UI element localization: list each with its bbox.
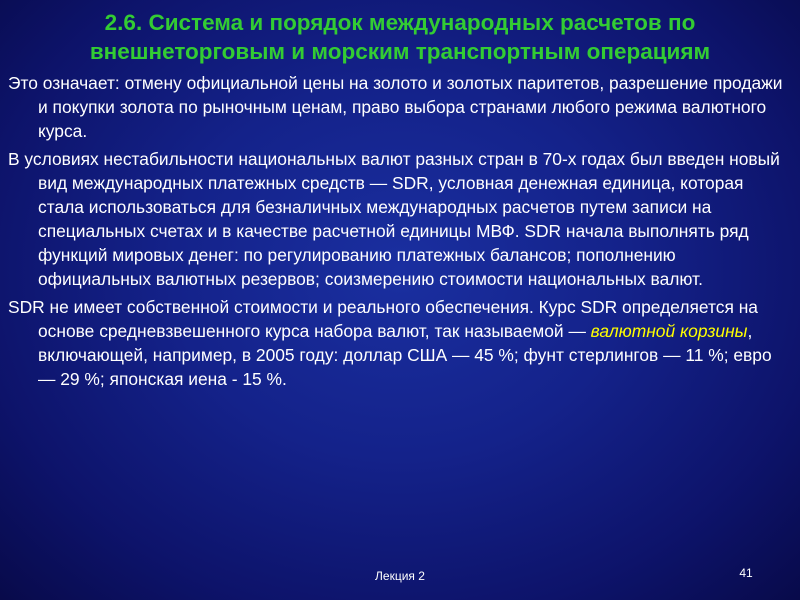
slide-title-line-1: 2.6. Система и порядок международных расчетов по [104, 10, 696, 35]
paragraph-sdr-basket-end: , включающей, например, в 2005 году: доллар США — 45 %; фунт стерлингов — 11 %; евро — 29 %; японская иена - 15 %. [38, 321, 772, 389]
page-number: 41 [739, 566, 753, 580]
footer-lecture-label: Лекция 2 [375, 569, 425, 583]
slide-title [20, 8, 780, 66]
slide-title-line-2: внешнеторговым и морским транспортным операциям [89, 39, 711, 64]
paragraph-gold-policy: Это означает: отмену официальной цены на золото и золотых паритетов, разрешение продажи и покупки золота по рыночным ценам, право выбора странами любого режима валютного курса. [8, 73, 783, 141]
paragraph-sdr-introduction: В условиях нестабильности национальных валют разных стран в 70-х годах был введен новый вид международных платежных средств — SDR, условная денежная единица, которая стала использоваться для безналичных международных расчетов путем записи на специальных счетах и в качестве расчетной единицы МВФ. SDR начала выполнять ряд функций мировых денег: по регулированию платежных балансов; пополнению официальных валютных резервов; соизмерению стоимости национальных валют. [8, 149, 780, 289]
currency-basket-term: валютной корзины [590, 321, 748, 341]
paragraph-sdr-basket-start: SDR не имеет собственной стоимости и реального обеспечения. Курс SDR определяется на основе средневзвешенного курса набора валют, так называемой — [8, 297, 758, 341]
paragraph-sdr-basket [8, 295, 783, 391]
slide-body [8, 71, 783, 395]
